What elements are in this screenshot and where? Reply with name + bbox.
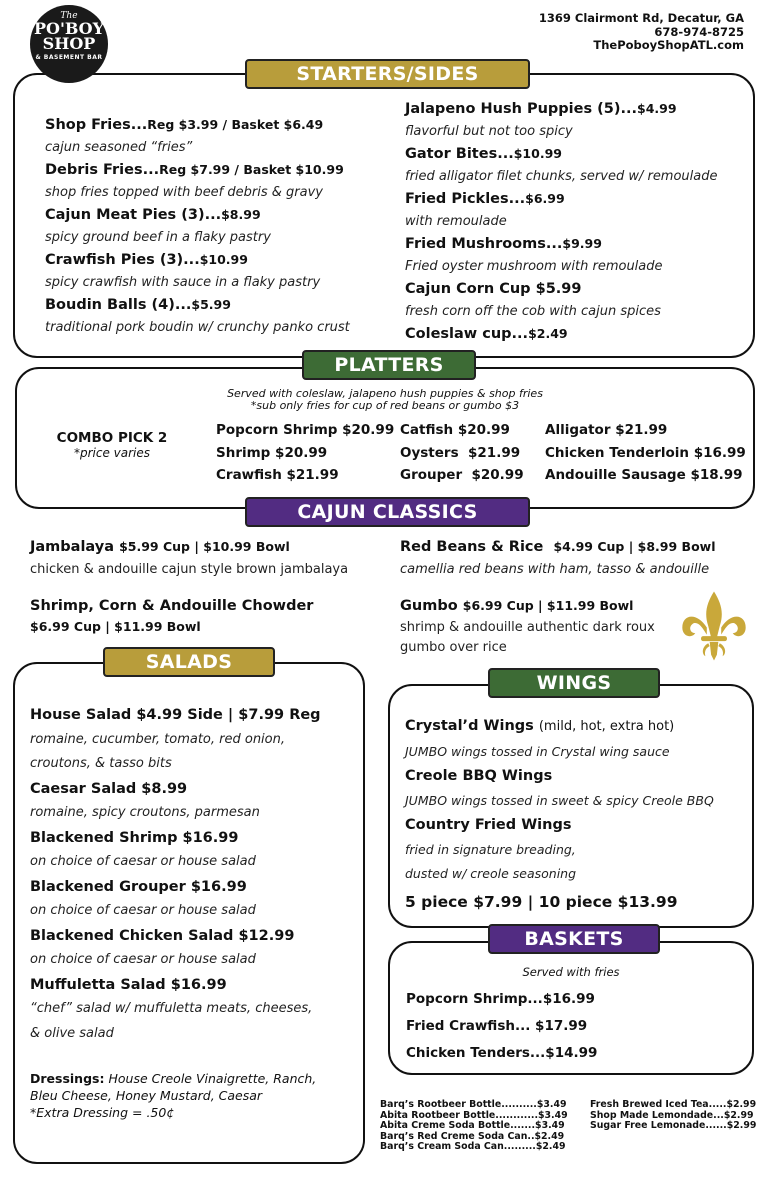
platter-item: Chicken Tenderloin $16.99 [545,444,746,461]
logo-the: The [60,11,78,21]
platter-item: Alligator $21.99 [545,422,668,438]
classics-items-0-name: Jambalaya [30,539,114,555]
classics-items-2-price: $6.99 Cup | $11.99 Bowl [30,618,201,634]
menu-item-desc: fried alligator filet chunks, served w/ remoulade [405,168,718,184]
starters-right-3-price: $9.99 [562,236,602,251]
salads-items-5-desc2: & olive salad [30,1025,114,1041]
platter-item: Shrimp $20.99 [216,444,328,461]
basket-item: Chicken Tenders...$14.99 [406,1045,598,1061]
salad-name: Blackened Shrimp $16.99 [30,829,239,846]
starters-left-0-price: Reg $3.99 / Basket $6.49 [147,117,324,132]
menu-item-name [405,143,718,166]
platters-combo-note: *price varies [73,446,151,460]
logo-line2: SHOP [42,34,96,53]
salad-name: Caesar Salad $8.99 [30,780,188,797]
classic-item-jambalaya [30,536,348,581]
address: 1369 Clairmont Rd, Decatur, GA [538,11,744,25]
platters-note1: Served with coleslaw, jalapeno hush puppies & shop fries [227,387,543,400]
logo-line3: & BASEMENT BAR [35,54,103,61]
menu-item-name [45,159,350,182]
menu-item-desc: traditional pork boudin w/ crunchy panko crust [45,319,350,335]
starters-right-1-name: Gator Bites... [405,146,514,162]
salads-items-1-desc: romaine, spicy croutons, parmesan [30,805,260,820]
salad-name: Blackened Chicken Salad $12.99 [30,927,295,944]
starters-right-5-price: $2.49 [528,326,568,341]
platters-col-3 [545,419,746,487]
platters-col-2 [400,419,524,487]
starters-left-3-price: $10.99 [199,252,248,267]
menu-item-name [45,294,350,317]
classics-items-2-name: Shrimp, Corn & Andouille Chowder [30,598,314,614]
wings-items-1-desc: JUMBO wings tossed in sweet & spicy Creole BBQ [405,792,714,808]
drinks-col-1 [380,1100,568,1153]
starters-left-1-name: Debris Fries... [45,162,160,178]
platter-item: Oysters $21.99 [400,444,521,461]
platter-item: Andouille Sausage $18.99 [545,467,743,483]
wings-header: WINGS [488,668,660,698]
classics-items-3-name: Gumbo [400,598,458,614]
wings-list [405,714,714,917]
baskets-note: Served with fries [522,965,620,979]
classics-items-3-desc: shrimp & andouille authentic dark roux [400,619,655,635]
menu-item-name [45,204,350,227]
starters-right-0-price: $4.99 [637,101,677,116]
starters-right-5-name: Coleslaw cup... [405,326,529,342]
classics-items-1-name: Red Beans & Rice [400,539,544,555]
salad-name: Blackened Grouper $16.99 [30,878,247,895]
salads-items-0-desc: romaine, cucumber, tomato, red onion, [30,731,285,747]
starters-left-4-name: Boudin Balls (4)... [45,297,192,313]
drink-item: Fresh Brewed Iced Tea.....$2.99 [590,1099,757,1110]
logo [30,5,108,83]
classics-items-1-price: $4.99 Cup | $8.99 Bowl [553,539,716,554]
menu-item-name [405,98,718,121]
drink-item: Barq’s Rootbeer Bottle..........$3.49 [380,1099,567,1110]
menu-item-name [45,249,350,272]
platters-combo: COMBO PICK 2 [56,430,168,446]
starters-left-4-price: $5.99 [191,297,231,312]
basket-item: Popcorn Shrimp...$16.99 [406,991,595,1007]
starters-left-1-price: Reg $7.99 / Basket $10.99 [159,162,344,177]
starters-right-4-name: Cajun Corn Cup $5.99 [405,281,582,297]
starters-right-0-name: Jalapeno Hush Puppies (5)... [405,101,637,117]
classics-items-1-desc: camellia red beans with ham, tasso & andouille [400,561,710,577]
starters-right-column [405,98,718,346]
drink-item: Abita Rootbeer Bottle............$3.49 [380,1109,568,1121]
drinks-col-2 [590,1100,756,1132]
menu-item-desc: spicy ground beef in a flaky pastry [45,229,271,245]
menu-item-name [405,278,718,301]
wings-pricing: 5 piece $7.99 | 10 piece $13.99 [405,892,678,911]
platters-header: PLATTERS [302,350,476,380]
wings-items-1-name: Creole BBQ Wings [405,768,553,784]
drink-item: Abita Creme Soda Bottle.......$3.49 [380,1120,565,1131]
menu-item-desc: fresh corn off the cob with cajun spices [405,303,661,319]
platter-item: Catfish $20.99 [400,422,510,438]
baskets-header: BASKETS [488,924,660,954]
basket-item: Fried Crawfish... $17.99 [406,1018,588,1034]
drink-item: Shop Made Lemondade...$2.99 [590,1109,754,1121]
starters-right-3-name: Fried Mushrooms... [405,236,563,252]
menu-item-desc: Fried oyster mushroom with remoulade [405,258,663,274]
platter-item: Grouper $20.99 [400,467,524,483]
salads-list [30,703,321,1046]
salad-name: Muffuletta Salad $16.99 [30,976,227,993]
drink-item: Sugar Free Lemonade......$2.99 [590,1120,757,1131]
menu-item-name [405,233,718,256]
salads-dressings-label: Dressings: [30,1071,105,1086]
wings-items-2-name: Country Fried Wings [405,817,572,833]
wings-items-2-desc2: dusted w/ creole seasoning [405,866,577,881]
salads-items-5-desc: “chef” salad w/ muffuletta meats, cheeses, [30,1001,313,1016]
wings-items-0-extra: (mild, hot, extra hot) [538,719,675,734]
classic-item-chowder [30,595,313,636]
classics-items-3-desc2: gumbo over rice [400,639,507,655]
starters-right-1-price: $10.99 [513,146,562,161]
drink-item: Barq’s Cream Soda Can.........$2.49 [380,1141,566,1152]
classics-items-3-price: $6.99 Cup | $11.99 Bowl [462,598,634,613]
salads-dressings-2: Bleu Cheese, Honey Mustard, Caesar [30,1088,263,1103]
menu-item-name [405,323,718,346]
menu-item-name [45,114,350,137]
wings-items-2-desc: fried in signature breading, [405,841,576,857]
drink-item: Barq’s Red Creme Soda Can..$2.49 [380,1130,565,1142]
menu-item-desc: flavorful but not too spicy [405,123,573,139]
starters-left-2-price: $8.99 [221,207,261,222]
salads-dressings-1: House Creole Vinaigrette, Ranch, [108,1071,317,1086]
salads-items-4-desc: on choice of caesar or house salad [30,952,256,967]
platters-note2: *sub only fries for cup of red beans or gumbo $3 [250,399,520,412]
menu-item-desc: with remoulade [405,213,507,229]
starters-left-3-name: Crawfish Pies (3)... [45,252,200,268]
baskets-list [406,986,597,1067]
menu-item-desc: cajun seasoned “fries” [45,139,193,155]
combo-label [42,430,182,460]
classics-items-0-price: $5.99 Cup | $10.99 Bowl [119,539,290,554]
salads-header: SALADS [103,647,275,677]
starters-left-2-name: Cajun Meat Pies (3)... [45,207,222,223]
classic-item-gumbo [400,595,655,658]
contact-info [539,12,744,53]
platters-note [15,388,755,412]
platters-col-1 [216,419,394,487]
logo-line1: PO'BOY [33,19,105,38]
starters-right-2-price: $6.99 [525,191,565,206]
wings-items-0-name: Crystal’d Wings [405,718,534,734]
fleur-de-lis-icon [678,590,750,662]
menu-item-name [405,188,718,211]
menu-item-desc: shop fries topped with beef debris & gravy [45,184,323,200]
classics-items-0-desc: chicken & andouille cajun style brown jambalaya [30,561,349,577]
starters-right-2-name: Fried Pickles... [405,191,526,207]
phone: 678-974-8725 [654,24,744,39]
website: ThePoboyShopATL.com [593,38,744,52]
classic-item-red-beans [400,536,716,581]
platter-item: Crawfish $21.99 [216,467,339,483]
dressings-info [30,1070,316,1121]
salads-items-3-desc: on choice of caesar or house salad [30,903,256,918]
starters-left-column [45,114,350,339]
salads-items-2-desc: on choice of caesar or house salad [30,854,256,869]
wings-items-0-desc: JUMBO wings tossed in Crystal wing sauce [405,743,670,759]
starters-header: STARTERS/SIDES [245,59,530,89]
salad-name: House Salad $4.99 Side | $7.99 Reg [30,707,321,723]
platter-item: Popcorn Shrimp $20.99 [216,422,395,438]
salads-items-0-desc2: croutons, & tasso bits [30,756,172,771]
salads-extra: *Extra Dressing = .50¢ [30,1105,175,1120]
starters-left-0-name: Shop Fries... [45,117,148,133]
cajun-classics-header: CAJUN CLASSICS [245,497,530,527]
menu-item-desc: spicy crawfish with sauce in a flaky pastry [45,274,321,290]
